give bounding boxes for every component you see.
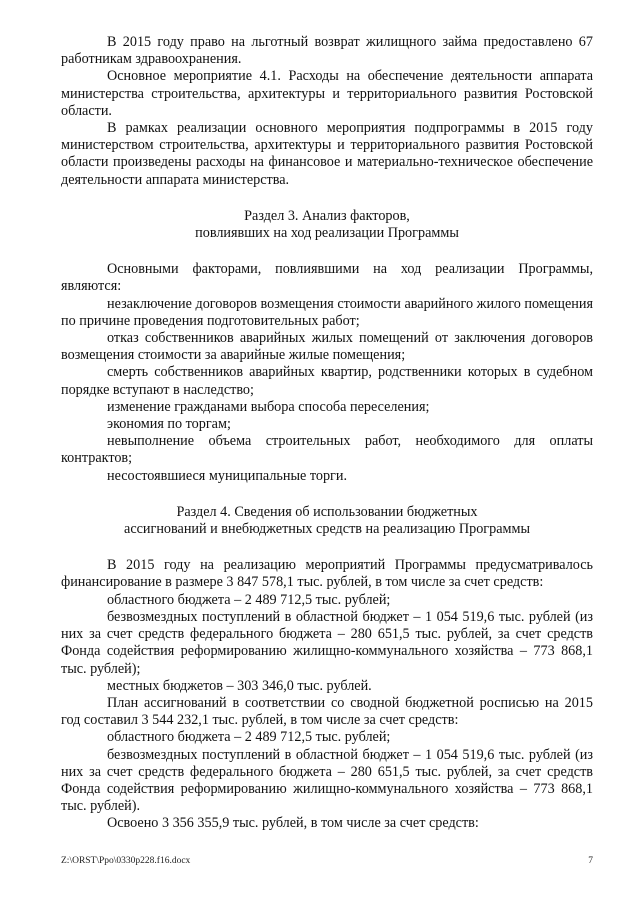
section3-paragraph-1: Основными факторами, повлиявшими на ход реализации Программы, являются: bbox=[61, 261, 593, 295]
section4-paragraph-1: В 2015 году на реализацию мероприятий Программы предусматривалось финансирование в размере 3 847 578,1 тыс. рублей, в том числе за счет средств: bbox=[61, 557, 593, 591]
footer-page-number: 7 bbox=[588, 856, 593, 866]
section3-paragraph-4: смерть собственников аварийных квартир, родственники которых в судебном порядке вступают в наследство; bbox=[61, 364, 593, 398]
section3-paragraph-3: отказ собственников аварийных жилых помещений от заключения договоров возмещения стоимости за аварийные жилые помещения; bbox=[61, 330, 593, 364]
section4-heading-line2: ассигнований и внебюджетных средств на реализацию Программы bbox=[124, 521, 530, 538]
intro-paragraph-1: В 2015 году право на льготный возврат жилищного займа предоставлено 67 работникам здравоохранения. bbox=[61, 34, 593, 68]
footer-file-path: Z:\ORST\Ppo\0330p228.f16.docx bbox=[61, 856, 191, 866]
section3-paragraph-8: несостоявшиеся муниципальные торги. bbox=[107, 467, 348, 484]
section3-paragraph-5: изменение гражданами выбора способа переселения; bbox=[107, 398, 430, 415]
section4-paragraph-4: местных бюджетов – 303 346,0 тыс. рублей. bbox=[107, 677, 372, 694]
section4-heading-line1: Раздел 4. Сведения об использовании бюджетных bbox=[176, 503, 478, 520]
section4-paragraph-3: безвозмездных поступлений в областной бюджет – 1 054 519,6 тыс. рублей (из них за счет средств федерального бюджета – 280 651,5 тыс. рублей, за счет средств Фонда содействия реформированию жилищно-коммунального хозяйства – 773 868,1 тыс. рублей); bbox=[61, 608, 593, 677]
document-page bbox=[61, 34, 593, 833]
section3-heading-line2: повлиявших на ход реализации Программы bbox=[195, 225, 459, 242]
section3-heading-line1: Раздел 3. Анализ факторов, bbox=[244, 207, 410, 224]
section4-paragraph-6: областного бюджета – 2 489 712,5 тыс. рублей; bbox=[107, 729, 391, 746]
section4-paragraph-7: безвозмездных поступлений в областной бюджет – 1 054 519,6 тыс. рублей (из них за счет средств федерального бюджета – 280 651,5 тыс. рублей, за счет средств Фонда содействия реформированию жилищно-коммунального хозяйства – 773 868,1 тыс. рублей). bbox=[61, 746, 593, 815]
section4-paragraph-2: областного бюджета – 2 489 712,5 тыс. рублей; bbox=[107, 591, 391, 608]
section3-paragraph-7: невыполнение объема строительных работ, необходимого для оплаты контрактов; bbox=[61, 433, 593, 467]
intro-paragraph-2: Основное мероприятие 4.1. Расходы на обеспечение деятельности аппарата министерства строительства, архитектуры и территориального развития Ростовской области. bbox=[61, 68, 593, 119]
intro-paragraph-3: В рамках реализации основного мероприятия подпрограммы в 2015 году министерством строительства, архитектуры и территориального развития Ростовской области произведены расходы на финансовое и материально-техническое обеспечение деятельности аппарата министерства. bbox=[61, 120, 593, 188]
section3-paragraph-6: экономия по торгам; bbox=[107, 416, 231, 433]
section4-paragraph-8: Освоено 3 356 355,9 тыс. рублей, в том числе за счет средств: bbox=[107, 815, 479, 832]
section4-paragraph-5: План ассигнований в соответствии со сводной бюджетной росписью на 2015 год составил 3 544 232,1 тыс. рублей, в том числе за счет средств: bbox=[61, 694, 593, 729]
section3-paragraph-2: незаключение договоров возмещения стоимости аварийного жилого помещения по причине проведения подготовительных работ; bbox=[61, 295, 593, 329]
